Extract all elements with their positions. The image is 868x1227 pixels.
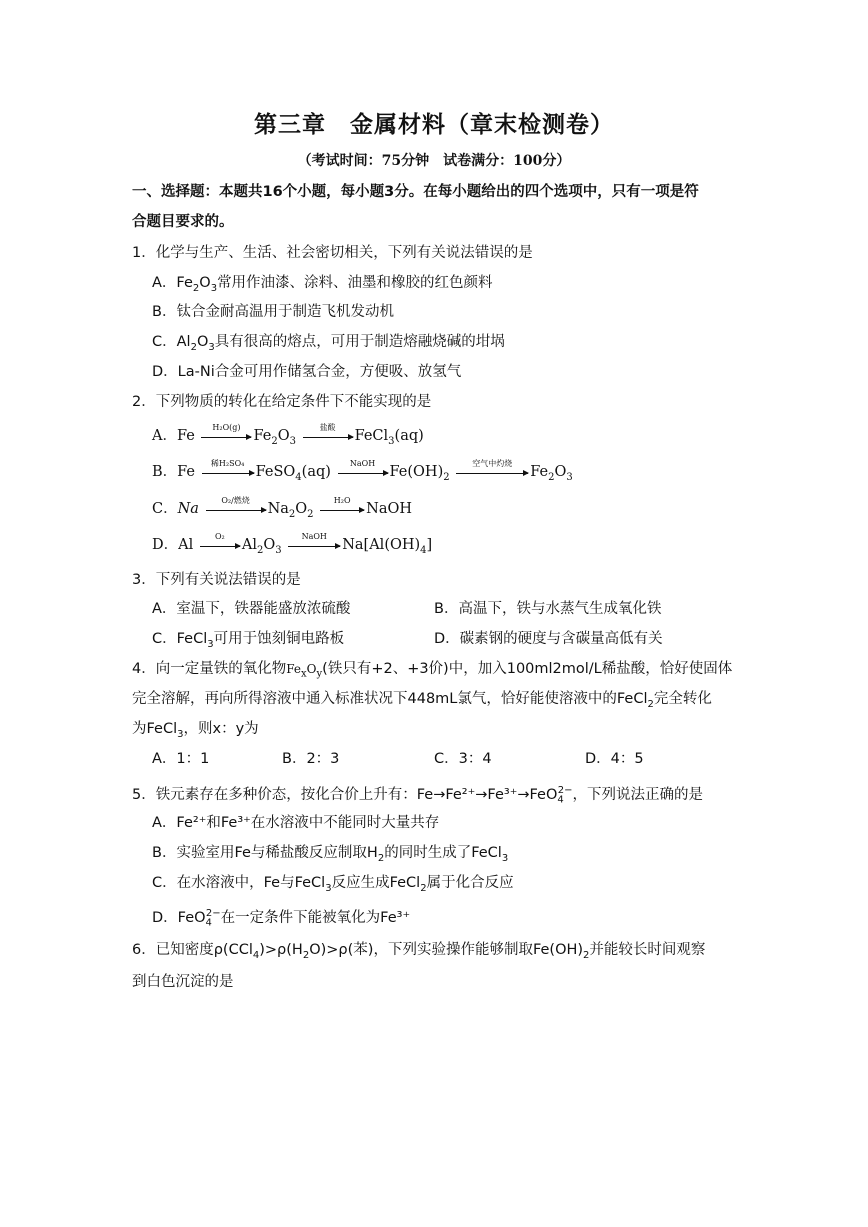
q5-option-b: B．实验室用Fe与稀盐酸反应制取$H_2$的同时生成了FeCl$_3$ [152,845,509,864]
q4-stem-line-3: 为FeCl$_3$，则x：y为 [132,721,259,740]
q1-stem: 1．化学与生产、生活、社会密切相关，下列有关说法错误的是 [132,245,533,261]
q5-option-a: A．Fe²⁺和Fe³⁺在水溶液中不能同时大量共存 [152,815,440,831]
q2-option-b: B．Fe 稀H₂SO₄ FeSO$_4$(aq) NaOH $Fe(OH)_2$ 空气中灼烧 $Fe_2O_3$ [152,458,573,483]
reaction-arrow: 盐酸 [303,435,353,438]
q2-option-d: D．Al O₂ $Al_2O_3$ NaOH $Na[Al(OH)_4]$ [152,531,433,556]
q3-option-a: A．室温下，铁器能盛放浓硫酸 [152,601,351,617]
reaction-arrow: NaOH [288,544,340,547]
q4-option-c: C．3：4 [434,751,492,767]
q4-option-b: B．2：3 [282,751,340,767]
reaction-arrow: O₂/燃烧 [206,508,266,511]
q2-option-c: C．Na O₂/燃烧 $Na_2O_2$ H₂O NaOH [152,495,413,520]
exam-info: （考试时间：75分钟 试卷满分：100分） [297,153,571,169]
reaction-arrow: H₂O(g) [201,435,251,438]
q1-option-d: D．La-Ni合金可用作储氢合金，方便吸、放氢气 [152,364,462,380]
q4-option-d: D．4：5 [585,751,644,767]
q5-option-c: C．在水溶液中，Fe与FeCl$_3$反应生成FeCl$_2$属于化合反应 [152,875,514,894]
reaction-arrow: O₂ [200,544,240,547]
q1-option-a: A．$Fe_2O_3$常用作油漆、涂料、油墨和橡胶的红色颜料 [152,275,493,294]
q4-stem-line-2: 完全溶解，再向所得溶液中通入标准状况下448mL氯气，恰好能使溶液中的FeCl$_2$完全转化 [132,691,712,710]
q1-option-c: C．$Al_2O_3$具有很高的熔点，可用于制造熔融烧碱的坩埚 [152,334,505,353]
reaction-arrow: 稀H₂SO₄ [202,471,254,474]
q6-stem-line-2: 到白色沉淀的是 [132,974,234,990]
section-header-line-2: 合题目要求的。 [132,214,234,230]
q5-stem: 5．铁元素存在多种价态，按化合价上升有：Fe→Fe²⁺→Fe³⁺→FeO$_4^{2-}$，下列说法正确的是 [132,785,704,806]
q6-stem-line-1: 6．已知密度$\rho(CCl_4)>\rho(H_2O)>\rho$(苯)，下列实验操作能够制取$Fe(OH)_2$并能较长时间观察 [132,942,706,961]
q4-stem-line-1: 4．向一定量铁的氧化物$Fe_xO_y$(铁只有+2、+3价)中，加入100ml2mol/L稀盐酸，恰好使固体 [132,661,733,680]
page-title: 第三章 金属材料（章末检测卷） [254,111,614,138]
q5-option-d: D．FeO$_4^{2-}$在一定条件下能被氧化为Fe³⁺ [152,908,411,929]
reaction-arrow: 空气中灼烧 [456,471,528,474]
q4-option-a: A．1：1 [152,751,210,767]
q1-option-b: B．钛合金耐高温用于制造飞机发动机 [152,304,394,320]
q3-stem: 3．下列有关说法错误的是 [132,572,301,588]
reaction-arrow: H₂O [320,508,364,511]
reaction-arrow: NaOH [338,471,388,474]
q2-stem: 2．下列物质的转化在给定条件下不能实现的是 [132,394,432,410]
q3-option-c: C．FeCl$_3$可用于蚀刻铜电路板 [152,631,345,650]
q3-option-d: D．碳素钢的硬度与含碳量高低有关 [434,631,663,647]
q3-option-b: B．高温下，铁与水蒸气生成氧化铁 [434,601,662,617]
q2-option-a: A．Fe H₂O(g) $Fe_2O_3$ 盐酸 FeCl$_3$(aq) [152,422,424,447]
section-header-line-1: 一、选择题：本题共16个小题，每小题3分。在每小题给出的四个选项中，只有一项是符 [132,184,699,200]
